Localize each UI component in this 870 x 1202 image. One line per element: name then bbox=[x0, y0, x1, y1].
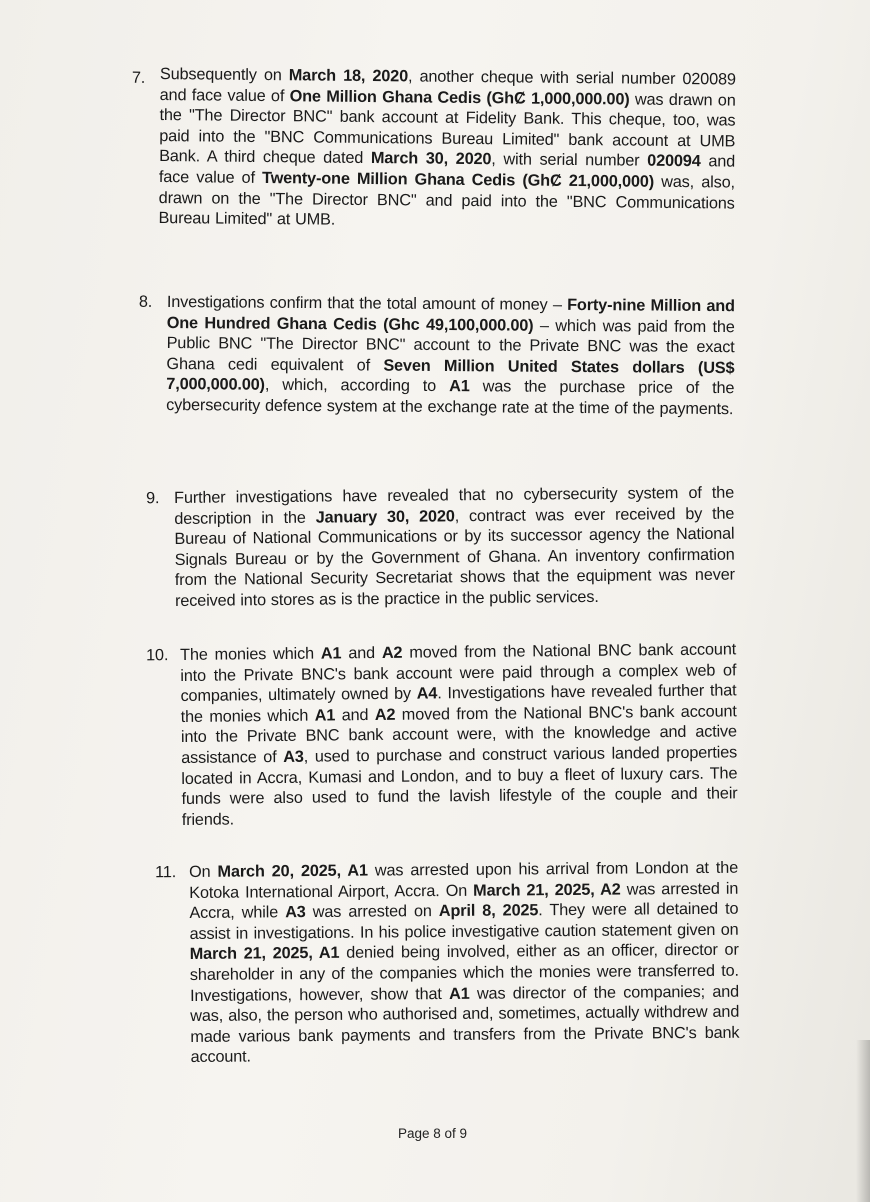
text-run: moved from the National BNC bank account into the Private BNC's bank account were paid through a complex web of companies, ultimately owned by bbox=[180, 640, 737, 706]
paragraph-7 bbox=[131, 64, 736, 234]
text-run: was drawn on the "The Director BNC" bank account at Fidelity Bank. This cheque, too, was paid into the "BNC Communications Bureau Limited" bank account at UMB Bank. A third cheque dated bbox=[159, 90, 736, 168]
bold-text: A1 bbox=[320, 644, 342, 663]
paragraph-8 bbox=[138, 292, 735, 420]
bold-text: March 30, 2020 bbox=[370, 149, 492, 169]
paragraph-body bbox=[158, 65, 735, 229]
bold-text: March 20, 2025, A1 bbox=[217, 861, 368, 881]
text-run: , used to purchase and construct various landed properties located in Accra, Kumasi and London, and to buy a fleet of luxury cars. The funds were also used to fund the lavish lifestyle of the couple and their friends. bbox=[181, 743, 738, 829]
text-run: . Investigations have revealed further that the monies which bbox=[180, 681, 737, 726]
bold-text: January 30, 2020 bbox=[315, 506, 455, 527]
paragraph-10 bbox=[146, 639, 738, 830]
text-run: was director of the companies; and was, also, the person who authorised and, sometimes, actually withdrew and made various bank payments and transfers from the Private BNC's bank account. bbox=[190, 982, 740, 1067]
text-run: was arrested upon his arrival from London at the Kotoka International Airport, Accra. On bbox=[189, 858, 739, 902]
bold-text: A2 bbox=[374, 705, 396, 724]
paragraph-body bbox=[166, 293, 735, 418]
text-run: was arrested in Accra, while bbox=[189, 879, 739, 923]
paragraph-body bbox=[180, 640, 738, 828]
paragraph-body bbox=[189, 859, 739, 1067]
bold-text: April 8, 2025 bbox=[438, 901, 539, 921]
text-run: , with serial number bbox=[491, 150, 648, 171]
text-run: , contract was ever received by the Bureau of National Communications or by its successor agency the National Signals Bureau or by the Government of Ghana. An inventory confirmation from the National Security Secretariat shows that the equipment was never received into stores as is the practice in the public services. bbox=[174, 504, 735, 610]
text-run: denied being involved, either as an officer, director or shareholder in any of the companies which the monies were transferred to. Investigations, however, show that bbox=[189, 941, 739, 1005]
text-run: – which was paid from the Public BNC "The Director BNC" account to the Private BNC was the exact Ghana cedi equivalent of bbox=[166, 316, 735, 375]
bold-text: A1 bbox=[449, 377, 470, 396]
text-run: was, also, drawn on the "The Director BNC" and paid into the "BNC Communications Bureau Limited" at UMB. bbox=[158, 172, 735, 229]
paragraph-number: 10. bbox=[146, 646, 169, 665]
paragraph-number: 7. bbox=[131, 68, 146, 87]
text-run: and bbox=[341, 643, 382, 663]
bold-text: Twenty-one Million Ghana Cedis (GhȻ 21,000,000) bbox=[261, 168, 655, 191]
bold-text: Seven Million United States dollars (US$ 7,000,000.00) bbox=[166, 356, 735, 395]
paragraph-11 bbox=[155, 858, 740, 1068]
text-run: moved from the National BNC's bank account into the Private BNC bank account were, with the knowledge and active assistance of bbox=[180, 702, 737, 767]
bold-text: A1 bbox=[449, 984, 470, 1003]
paragraph-number: 8. bbox=[138, 292, 153, 311]
bold-text: March 18, 2020 bbox=[288, 66, 409, 86]
bold-text: A4 bbox=[416, 684, 438, 703]
text-run: Subsequently on bbox=[159, 64, 289, 85]
text-run: and face value of bbox=[158, 152, 736, 187]
bold-text: A2 bbox=[381, 643, 403, 662]
text-run: . They were all detained to assist in investigations. In his police investigative caution statement given on bbox=[189, 899, 739, 943]
bold-text: Forty-nine Million and One Hundred Ghana Cedis (Ghc 49,100,000.00) bbox=[166, 295, 735, 335]
text-run: , another cheque with serial number 020089 and face value of bbox=[159, 67, 736, 105]
paragraph-9 bbox=[146, 483, 735, 612]
text-run: The monies which bbox=[180, 644, 321, 664]
bold-text: March 21, 2025, A1 bbox=[189, 944, 340, 964]
text-run: and bbox=[335, 705, 375, 725]
bold-text: One Million Ghana Cedis (GhȻ 1,000,000.00) bbox=[289, 86, 630, 109]
text-run: was arrested on bbox=[305, 902, 439, 922]
page-number: Page 8 of 9 bbox=[398, 1126, 468, 1141]
page-edge-shadow bbox=[856, 1040, 870, 1202]
paragraph-body bbox=[174, 484, 735, 610]
paragraph-number: 11. bbox=[155, 863, 177, 882]
text-run: Further investigations have revealed that no cybersecurity system of the description in the bbox=[174, 483, 735, 528]
bold-text: 020094 bbox=[647, 152, 701, 171]
bold-text: A3 bbox=[283, 747, 304, 766]
text-run: was the purchase price of the cybersecurity defence system at the exchange rate at the time of the payments. bbox=[166, 377, 735, 419]
bold-text: A1 bbox=[314, 706, 336, 725]
text-run: , which, according to bbox=[264, 376, 450, 396]
bold-text: A3 bbox=[285, 903, 306, 922]
bold-text: March 21, 2025, A2 bbox=[473, 880, 621, 900]
text-run: Investigations confirm that the total amount of money – bbox=[166, 292, 568, 314]
paragraph-number: 9. bbox=[146, 489, 160, 508]
text-run: On bbox=[189, 862, 218, 881]
